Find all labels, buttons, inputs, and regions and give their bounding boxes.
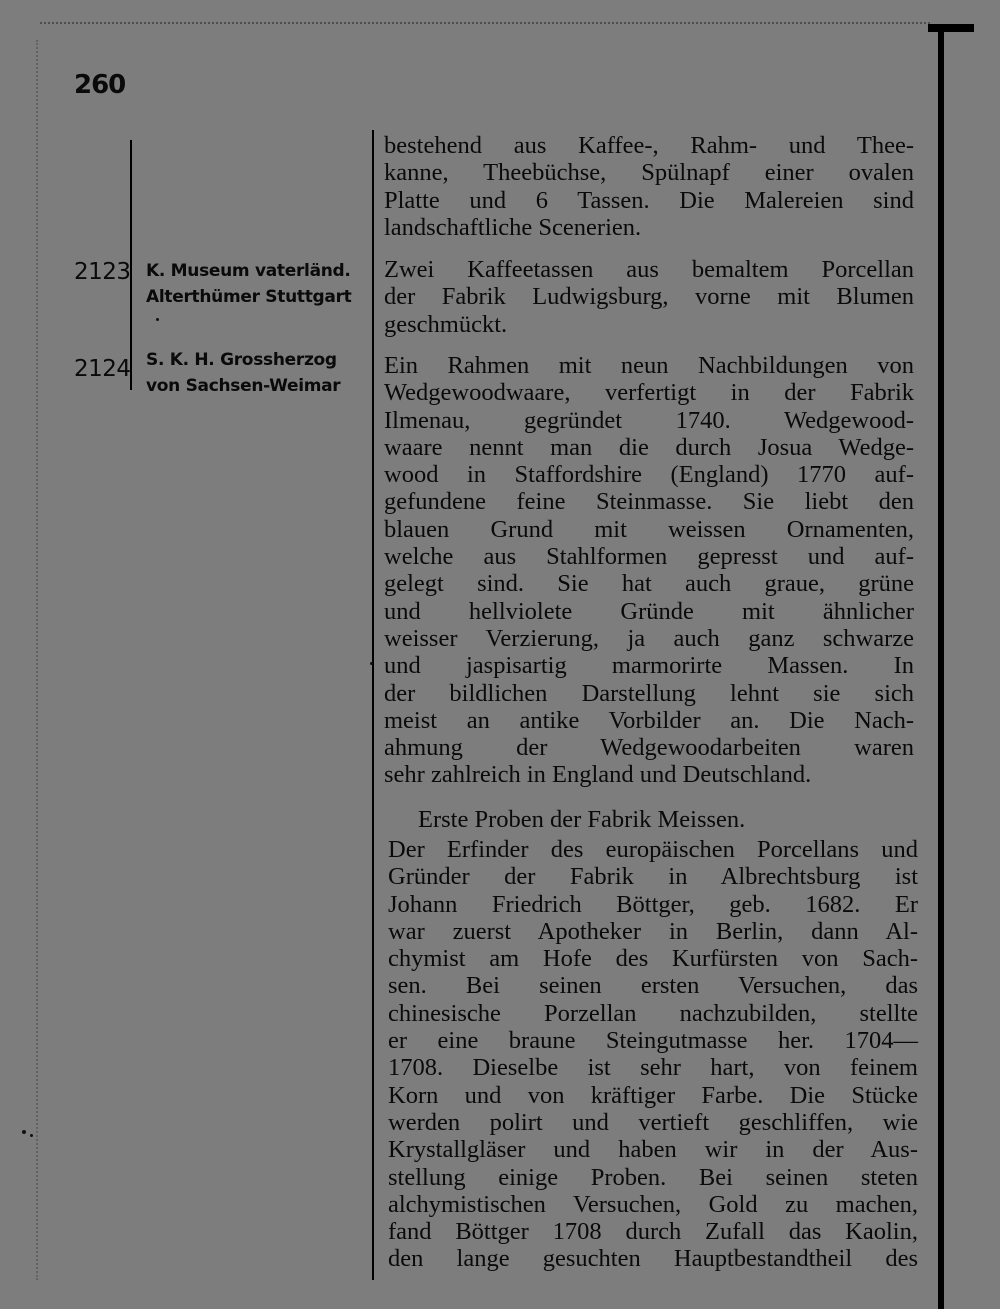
text-line: gefundene feine Steinmasse. Sie liebt den xyxy=(384,488,914,516)
lender-line: K. Museum vaterländ. xyxy=(146,261,351,281)
text-line: weisser Verzierung, ja auch ganz schwarze xyxy=(384,624,914,652)
text-line: geschmückt. xyxy=(384,310,508,338)
continuation-text xyxy=(384,132,914,241)
scan-speck xyxy=(370,662,373,665)
scan-noise-top xyxy=(40,22,930,34)
text-line: Johann Friedrich Böttger, geb. 1682. Er xyxy=(388,890,918,918)
text-line: stellung einige Proben. Bei seinen steten xyxy=(388,1163,918,1191)
entry-text-2124 xyxy=(384,352,914,789)
text-line: gelegt sind. Sie hat auch graue, grüne xyxy=(384,570,914,598)
section-text xyxy=(388,836,918,1273)
text-line: den lange gesuchten Hauptbestandtheil des xyxy=(388,1245,918,1273)
text-line: chinesische Porzellan nachzubilden, stellte xyxy=(388,999,918,1027)
text-line: fand Böttger 1708 durch Zufall das Kaolin, xyxy=(388,1218,918,1246)
text-line: Korn und von kräftiger Farbe. Die Stücke xyxy=(388,1081,918,1109)
section-heading: Erste Proben der Fabrik Meissen. xyxy=(418,806,746,833)
scan-speck xyxy=(30,1134,33,1137)
text-line: meist an antike Vorbilder an. Die Nach- xyxy=(384,706,914,734)
lender-2124 xyxy=(146,347,368,399)
lender-2123 xyxy=(146,258,368,310)
lender-line: von Sachsen-Weimar xyxy=(146,376,341,396)
column-rule-middle xyxy=(372,130,374,1280)
text-line: ahmung der Wedgewoodarbeiten waren xyxy=(384,734,914,762)
text-line: wood in Staffordshire (England) 1770 auf- xyxy=(384,461,914,489)
text-line: und jaspisartig marmorirte Massen. In xyxy=(384,652,914,680)
entry-text-2123 xyxy=(384,256,914,338)
text-line: Wedgewoodwaare, verfertigt in der Fabrik xyxy=(384,379,914,407)
scan-speck xyxy=(156,318,159,321)
text-line: Der Erfinder des europäischen Porcellans und xyxy=(388,836,918,863)
text-line: landschaftliche Scenerien. xyxy=(384,213,642,241)
text-line: Ilmenau, gegründet 1740. Wedgewood- xyxy=(384,406,914,434)
text-line: Gründer der Fabrik in Albrechtsburg ist xyxy=(388,863,918,891)
page-number: 260 xyxy=(74,70,126,100)
text-line: der Fabrik Ludwigsburg, vorne mit Blumen xyxy=(384,283,914,311)
scan-speck xyxy=(22,1130,26,1134)
lender-line: S. K. H. Grossherzog xyxy=(146,350,337,370)
text-line: welche aus Stahlformen gepresst und auf- xyxy=(384,543,914,571)
text-line: alchymistischen Versuchen, Gold zu machen, xyxy=(388,1190,918,1218)
text-line: der bildlichen Darstellung lehnt sie sich xyxy=(384,679,914,707)
text-line: sehr zahlreich in England und Deutschland. xyxy=(384,761,812,789)
text-line: werden polirt und vertieft geschliffen, wie xyxy=(388,1108,918,1136)
entry-number-2124: 2124 xyxy=(74,356,131,382)
text-line: blauen Grund mit weissen Ornamenten, xyxy=(384,515,914,543)
text-line: er eine braune Steingutmasse her. 1704— xyxy=(388,1027,918,1055)
text-line: und hellviolete Gründe mit ähnlicher xyxy=(384,597,914,625)
text-line: bestehend aus Kaffee-, Rahm- und Thee- xyxy=(384,132,914,159)
text-line: sen. Bei seinen ersten Versuchen, das xyxy=(388,972,918,1000)
text-line: Zwei Kaffeetassen aus bemaltem Porcellan xyxy=(384,256,914,283)
scan-noise-left-edge xyxy=(36,40,41,1280)
text-line: war zuerst Apotheker in Berlin, dann Al- xyxy=(388,917,918,945)
text-line: 1708. Dieselbe ist sehr hart, von feinem xyxy=(388,1054,918,1082)
text-line: kanne, Theebüchse, Spülnapf einer ovalen xyxy=(384,159,914,187)
text-line: waare nennt man die durch Josua Wedge- xyxy=(384,433,914,461)
entry-number-2123: 2123 xyxy=(74,259,131,285)
lender-line: Alterthümer Stuttgart xyxy=(146,287,352,307)
scan-edge-bar-top xyxy=(928,24,974,32)
text-line: Platte und 6 Tassen. Die Malereien sind xyxy=(384,186,914,214)
text-line: chymist am Hofe des Kurfürsten von Sach- xyxy=(388,945,918,973)
text-line: Krystallgläser und haben wir in der Aus- xyxy=(388,1136,918,1164)
text-line: Ein Rahmen mit neun Nachbildungen von xyxy=(384,352,914,379)
scan-edge-bar xyxy=(938,32,944,1309)
